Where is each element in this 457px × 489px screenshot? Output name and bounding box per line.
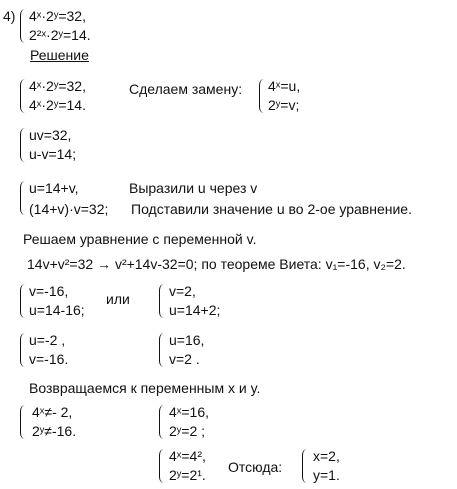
step5-right-v-1: v=2, (169, 283, 196, 299)
system-brace (159, 405, 164, 439)
system-brace (159, 333, 164, 367)
step3-eq-1: u=14+v, (29, 180, 79, 196)
step6-right1-2: 2ʸ=2 ; (169, 423, 206, 439)
system-brace (159, 284, 164, 318)
step4-text: Решаем уравнение с переменной v. (23, 231, 257, 247)
answer-x: x=2, (313, 448, 340, 464)
step5-left-u-1: u=-2 , (29, 332, 66, 348)
step3-comment-1: Выразили u через v (129, 180, 258, 196)
solution-heading: Решение (30, 47, 89, 63)
system-brace (20, 284, 25, 318)
step5-left-u-2: v=-16. (29, 351, 69, 367)
step1-eq-1: 4ˣ·2ʸ=32, (29, 78, 86, 94)
step6-right2-2: 2ʸ=2¹. (169, 467, 206, 483)
system-brace (159, 449, 164, 483)
system-eq-1: 4ˣ·2ʸ=32, (29, 8, 86, 24)
step2-eq-2: u-v=14; (29, 146, 77, 162)
step6-left-1: 4ˣ≠- 2, (32, 404, 73, 420)
system-brace (302, 449, 307, 483)
system-brace (20, 128, 25, 162)
step6-right2-1: 4ˣ=4², (169, 448, 206, 464)
step6-left-2: 2ʸ≠-16. (32, 423, 77, 439)
system-brace (259, 79, 264, 113)
problem-number: 4) (3, 8, 16, 24)
answer-y: y=1. (313, 467, 340, 483)
hence-label: Отсюда: (228, 459, 283, 475)
system-eq-2: 2²ˣ·2ʸ=14. (29, 27, 91, 43)
step2-eq-1: uv=32, (29, 127, 72, 143)
system-brace (20, 181, 25, 215)
system-brace (20, 9, 25, 43)
step5-right-u-1: u=16, (169, 332, 205, 348)
substitution-label: Сделаем замену: (129, 81, 243, 97)
step5-right-u-2: v=2 . (169, 351, 200, 367)
step3-comment-2: Подставили значение u во 2-ое уравнение. (131, 201, 412, 217)
or-label: или (106, 291, 130, 307)
step6-text: Возвращаемся к переменным x и y. (29, 380, 261, 396)
step1-eq-2: 4ˣ·2ʸ=14. (29, 97, 86, 113)
step5-right-v-2: u=14+2; (169, 302, 221, 318)
substitution-eq-1: 4ˣ=u, (268, 78, 301, 94)
step3-eq-2: (14+v)·v=32; (29, 201, 109, 217)
step5-left-v-1: v=-16, (29, 283, 69, 299)
system-brace (20, 79, 25, 113)
system-brace (20, 405, 25, 439)
substitution-eq-2: 2ʸ=v; (268, 97, 300, 113)
step6-right1-1: 4ˣ=16, (169, 404, 210, 420)
step5-left-v-2: u=14-16; (29, 302, 85, 318)
system-brace (20, 333, 25, 367)
step4-equation: 14v+v²=32 → v²+14v-32=0; по теореме Виета: v₁=-16, v₂=2. (27, 256, 406, 272)
